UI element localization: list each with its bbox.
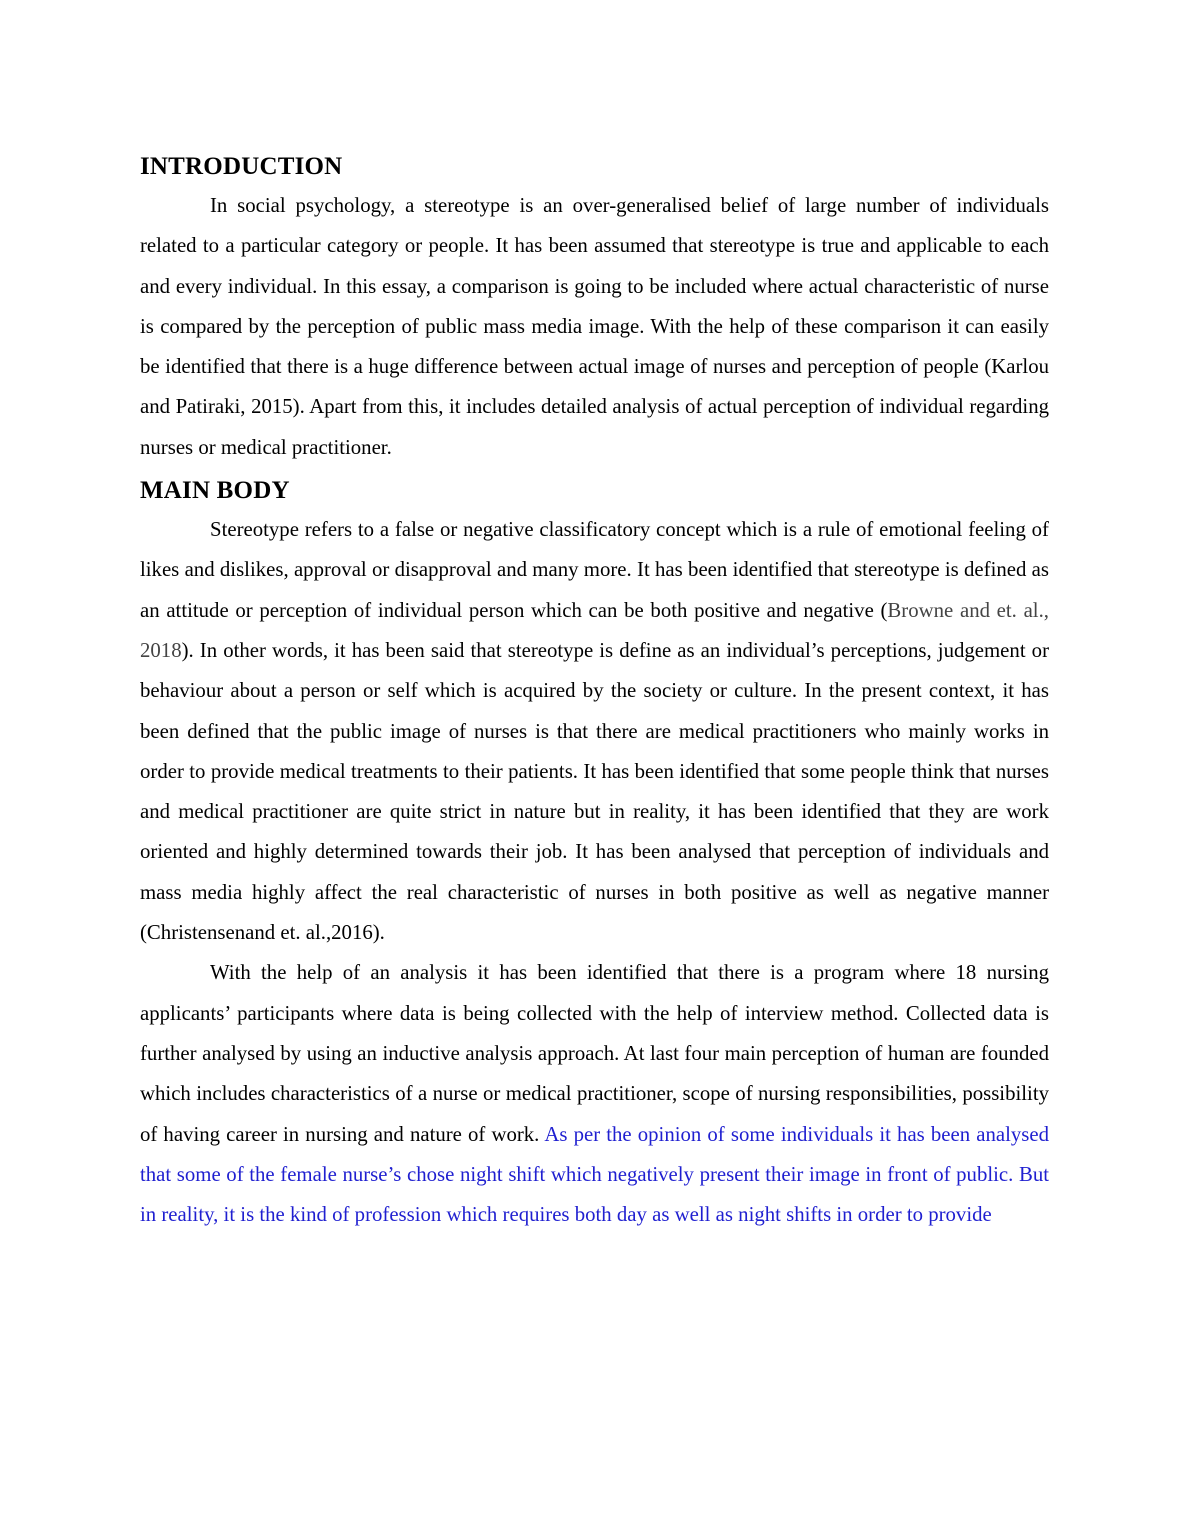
highlighted-text: As per the opinion of some individuals it has been analysed that some of the female nurse’s chose night shift which negatively present their image in front of public. But in reality, it is the kind of profession which requires both day as well as night shifts in order to provide	[140, 1122, 1050, 1227]
document-page	[140, 150, 1049, 1235]
main-body-paragraph-1	[140, 510, 1049, 953]
introduction-paragraph: In social psychology, a stereotype is an over-generalised belief of large number of individuals related to a particular category or people. It has been assumed that stereotype is true and applicable to each and every individual. In this essay, a comparison is going to be included where actual characteristic of nurse is compared by the perception of public mass media image. With the help of these comparison it can easily be identified that there is a huge difference between actual image of nurses and perception of people (Karlou and Patiraki, 2015). Apart from this, it includes detailed analysis of actual perception of individual regarding nurses or medical practitioner.	[140, 194, 1049, 459]
paragraph-2-text: With the help of an analysis it has been identified that there is a program where 18 nursing applicants’ participants where data is being collected with the help of interview method. Collected data is further analysed by using an inductive analysis approach. At last four main perception of human are founded which includes characteristics of a nurse or medical practitioner, scope of nursing responsibilities, possibility of having career in nursing and nature of work.	[140, 961, 1049, 1146]
introduction-heading: INTRODUCTION	[140, 153, 343, 180]
citation-browne: Browne and et. al., 2018	[140, 598, 1049, 662]
main-body-heading: MAIN BODY	[140, 477, 290, 505]
paragraph-1-text-end: ). In other words, it has been said that stereotype is define as an individual’s perceptions, judgement or behaviour about a person or self which is acquired by the society or culture. In the present context, it has been defined that the public image of nurses is that there are medical practitioners who mainly works in order to provide medical treatments to their patients. It has been identified that some people think that nurses and medical practitioner are quite strict in nature but in reality, it has been identified that they are work oriented and highly determined towards their job. It has been analysed that perception of individuals and mass media highly affect the real characteristic of nurses in both positive as well as negative manner (Christensenand et. al.,2016).	[140, 638, 1049, 945]
paragraph-1-text-start: Stereotype refers to a false or negative classificatory concept which is a rule of emotional feeling of likes and dislikes, approval or disapproval and many more. It has been identified that stereotype is defined as an attitude or perception of individual person which can be both positive and negative (	[140, 518, 1049, 622]
main-body-paragraph-2	[140, 953, 1049, 1235]
